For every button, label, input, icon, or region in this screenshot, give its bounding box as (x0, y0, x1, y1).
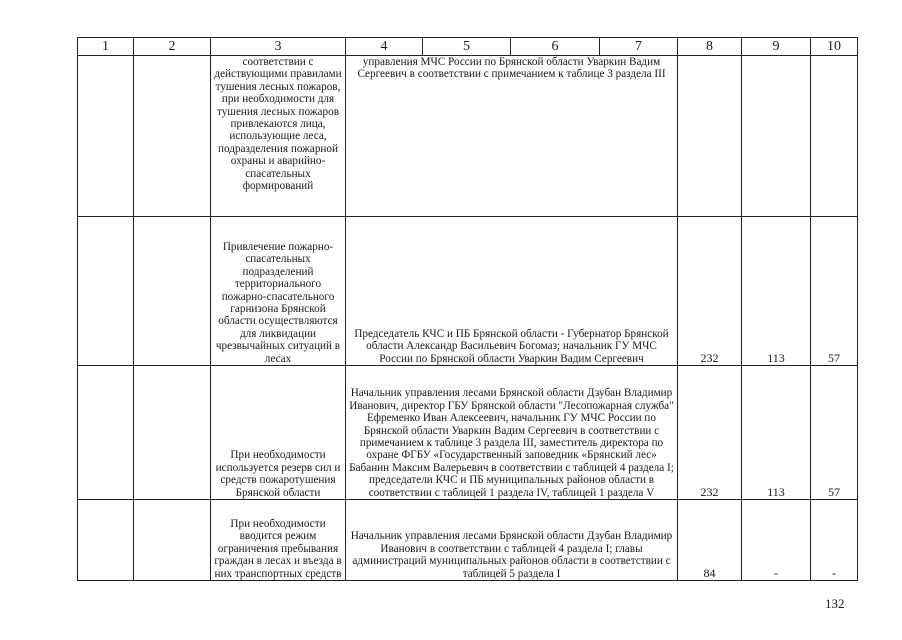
column-number-9: 9 (742, 38, 811, 56)
table-row (78, 366, 858, 500)
value-col9: 113 (742, 217, 811, 366)
column-number-1: 1 (78, 38, 134, 56)
table-row (78, 217, 858, 366)
value-col8: 232 (678, 217, 742, 366)
value-col8 (678, 56, 742, 217)
cell-col1 (78, 366, 134, 500)
table-row (78, 500, 858, 581)
column-number-4: 4 (346, 38, 423, 56)
measure-cell: При необходимости вводится режим ограничения пребывания граждан в лесах и въезда в них транспортных средств (211, 500, 346, 581)
cell-col2 (134, 56, 211, 217)
measure-cell: соответствии с действующими правилами тушения лесных пожаров, при необходимости для тушения лесных пожаров привлекаются лица, использующие леса, подразделения пожарной охраны и аварийно-спасательных формирований (211, 56, 346, 217)
cell-col1 (78, 500, 134, 581)
measure-cell: При необходимости используется резерв сил и средств пожаротушения Брянской области (211, 366, 346, 500)
value-col10: - (811, 500, 858, 581)
responsible-cell: управления МЧС России по Брянской области Уваркин Вадим Сергеевич в соответствии с примечанием к таблице 3 раздела III (346, 56, 678, 217)
column-number-10: 10 (811, 38, 858, 56)
header-row (78, 38, 858, 56)
column-number-2: 2 (134, 38, 211, 56)
value-col9 (742, 56, 811, 217)
column-number-8: 8 (678, 38, 742, 56)
column-number-6: 6 (511, 38, 600, 56)
document-table (77, 37, 858, 581)
value-col9: 113 (742, 366, 811, 500)
measure-cell: Привлечение пожарно-спасательных подразделений территориального пожарно-спасательного гарнизона Брянской области осуществляются для ликвидации чрезвычайных ситуаций в лесах (211, 217, 346, 366)
value-col10: 57 (811, 217, 858, 366)
value-col10 (811, 56, 858, 217)
page-number: 132 (825, 596, 845, 611)
cell-col1 (78, 56, 134, 217)
cell-col1 (78, 217, 134, 366)
column-number-3: 3 (211, 38, 346, 56)
value-col9: - (742, 500, 811, 581)
column-number-5: 5 (423, 38, 511, 56)
value-col8: 84 (678, 500, 742, 581)
column-number-7: 7 (600, 38, 678, 56)
cell-col2 (134, 366, 211, 500)
value-col10: 57 (811, 366, 858, 500)
cell-col2 (134, 500, 211, 581)
value-col8: 232 (678, 366, 742, 500)
table-row (78, 56, 858, 217)
cell-col2 (134, 217, 211, 366)
responsible-cell: Начальник управления лесами Брянской области Дзубан Владимир Иванович в соответствии с таблицей 4 раздела I; главы администраций муниципальных районов области в соответствии с таблицей 5 раздела I (346, 500, 678, 581)
responsible-cell: Начальник управления лесами Брянской области Дзубан Владимир Иванович, директор ГБУ Брянской области "Лесопожарная служба" Ефременко Иван Алексеевич, начальник ГУ МЧС России по Брянской области Уваркин Вадим Сергеевич в соответствии с примечанием к таблице 3 раздела III, заместитель директора по охране ФГБУ «Государственный заповедник «Брянский лес» Бабанин Максим Валерьевич в соответствии с таблицей 4 раздела I; председатели КЧС и ПБ муниципальных районов области в соответствии с таблицей 1 раздела IV, таблицей 1 раздела V (346, 366, 678, 500)
responsible-cell: Председатель КЧС и ПБ Брянской области - Губернатор Брянской области Александр Васильевич Богомаз; начальник ГУ МЧС России по Брянской области Уваркин Вадим Сергеевич (346, 217, 678, 366)
